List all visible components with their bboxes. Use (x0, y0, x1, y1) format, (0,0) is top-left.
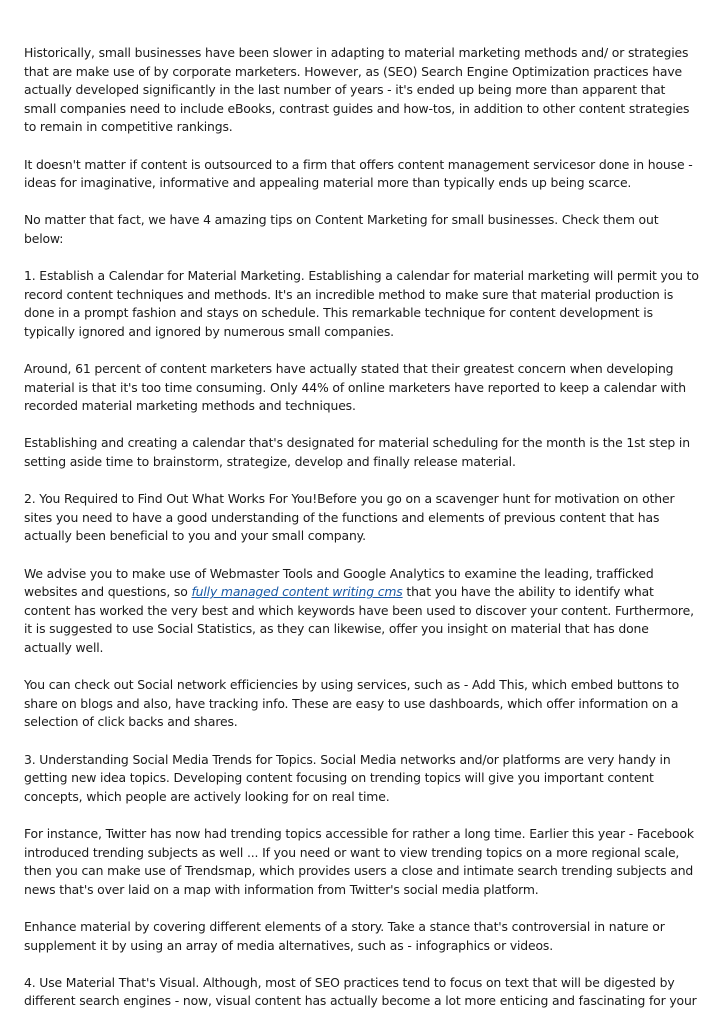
paragraph-analytics (24, 565, 700, 658)
paragraph-intro: Historically, small businesses have been slower in adapting to material marketing methods and/ or strategies that are make use of by corporate marketers. However, as (SEO) Search Engine Optimization practices have actually developed significantly in the last number of years - it's ended up being more than apparent that small companies need to include eBooks, contrast guides and how-tos, in addition to other content strategies to remain in competitive rankings. (24, 45, 690, 135)
paragraph-tip-1: 1. Establish a Calendar for Material Marketing. Establishing a calendar for material marketing will permit you to record content techniques and methods. It's an incredible method to make sure that material production is done in a prompt fashion and stays on schedule. This remarkable technique for content development is typically ignored and ignored by numerous small companies. (24, 268, 699, 339)
paragraph-calendar: Establishing and creating a calendar that's designated for material scheduling for the month is the 1st step in setting aside time to brainstorm, strategize, develop and finally release material. (24, 435, 690, 470)
paragraph-analytics-after: that you have the ability to identify what content has worked the very best and which keywords have been used to discover your content. Furthermore, it is suggested to use Social Statistics, as they can likewise, offer you insight on material that has done actually well. (24, 584, 694, 655)
paragraph-analytics-before: We advise you to make use of Webmaster Tools and Google Analytics to examine the leading, trafficked websites and questions, so (24, 565, 654, 600)
paragraph-tip-4: 4. Use Material That's Visual. Although, most of SEO practices tend to focus on text that will be digested by different search engines - now, visual content has actually become a lot more enticing and fascinating for your (24, 974, 697, 1009)
paragraph-enhance-material: Enhance material by covering different elements of a story. Take a stance that's controversial in nature or supplement it by using an array of media alternatives, such as - infographics or videos. (24, 918, 665, 953)
article-body (24, 44, 700, 1029)
paragraph-tip-3: 3. Understanding Social Media Trends for Topics. Social Media networks and/or platforms are very handy in getting new idea topics. Developing content focusing on trending topics will give you important content concepts, which people are actively looking for on real time. (24, 751, 671, 804)
paragraph-outsourcing: It doesn't matter if content is outsourced to a firm that offers content management servicesor done in house - ideas for imaginative, informative and appealing material more than typically ends up being scarce. (24, 156, 693, 191)
paragraph-social-efficiencies: You can check out Social network efficiencies by using services, such as - Add This, which embed buttons to share on blogs and also, have tracking info. These are easy to use dashboards, which offer information on a selection of click backs and shares. (24, 677, 680, 730)
paragraph-tips-intro: No matter that fact, we have 4 amazing tips on Content Marketing for small businesses. Check them out below: (24, 212, 659, 246)
paragraph-twitter-trends: For instance, Twitter has now had trending topics accessible for rather a long time. Earlier this year - Facebook introduced trending subjects as well ... If you need or want to view trending topics on a more regional scale, then you can make use of Trendsmap, which provides users a close and intimate search trending subjects and news that's over laid on a map with information from Twitter's social media platform. (24, 825, 694, 897)
content-writing-link[interactable]: fully managed content writing cms (191, 584, 403, 600)
paragraph-statistics: Around, 61 percent of content marketers have actually stated that their greatest concern when developing material is that it's too time consuming. Only 44% of online marketers have reported to keep a calendar with recorded material marketing methods and techniques. (24, 361, 686, 414)
paragraph-tip-2: 2. You Required to Find Out What Works For You!Before you go on a scavenger hunt for motivation on other sites you need to have a good understanding of the functions and elements of previous content that has actually been beneficial to you and your small company. (24, 491, 675, 544)
